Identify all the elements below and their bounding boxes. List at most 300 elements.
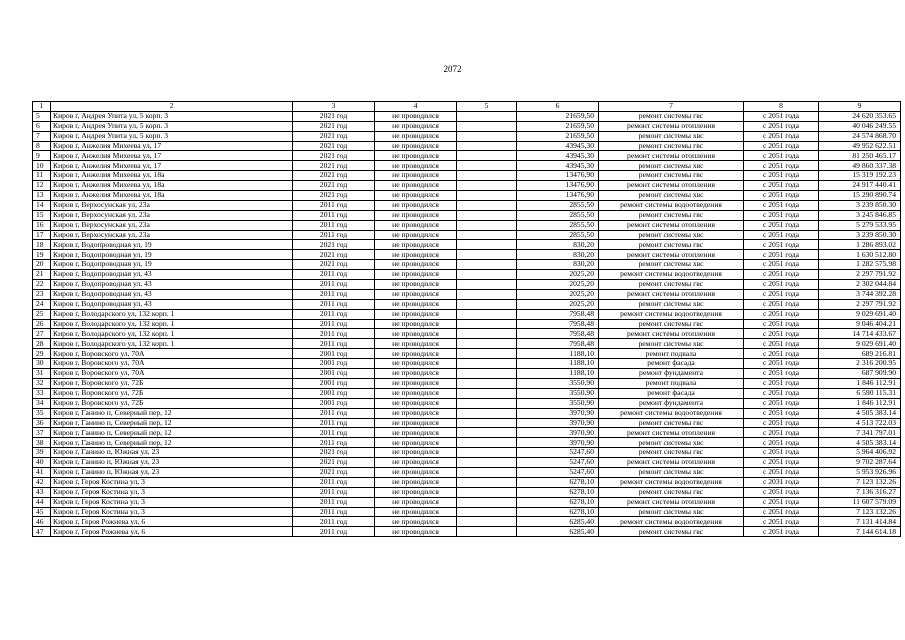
table-cell: 2021 год — [293, 448, 375, 458]
table-cell: Киров г, Воровского ул, 70А — [51, 349, 293, 359]
table-cell: 3550,90 — [517, 388, 599, 398]
table-cell: не проводился — [375, 359, 457, 369]
table-cell: 5 279 533.95 — [819, 220, 901, 230]
table-cell: Киров г, Водопроводная ул, 43 — [51, 280, 293, 290]
table-cell: с 2051 года — [744, 260, 819, 270]
table-cell — [457, 121, 517, 131]
table-cell: 1 286 893.02 — [819, 240, 901, 250]
table-cell: ремонт системы гвс — [599, 171, 744, 181]
table-cell: 7 123 132.26 — [819, 507, 901, 517]
table-cell: 20 — [33, 260, 51, 270]
table-cell: 24 574 868.70 — [819, 131, 901, 141]
table-cell: не проводился — [375, 517, 457, 527]
table-cell: ремонт системы отопления — [599, 250, 744, 260]
table-cell: 36 — [33, 418, 51, 428]
table-row — [33, 438, 901, 448]
table-cell — [457, 438, 517, 448]
table-cell: с 2051 года — [744, 121, 819, 131]
table-cell: с 2051 года — [744, 299, 819, 309]
table-cell: ремонт системы отопления — [599, 220, 744, 230]
column-header: 8 — [744, 102, 819, 112]
table-cell: 17 — [33, 230, 51, 240]
table-cell — [457, 408, 517, 418]
table-cell: 41 — [33, 467, 51, 477]
table-cell: не проводился — [375, 299, 457, 309]
table-cell: с 2051 года — [744, 408, 819, 418]
table-cell: 2011 год — [293, 220, 375, 230]
table-cell: 3970,90 — [517, 438, 599, 448]
table-cell: Киров г, Анжелия Михеева ул, 17 — [51, 161, 293, 171]
table-cell: с 2051 года — [744, 220, 819, 230]
table-cell: 37 — [33, 428, 51, 438]
table-row — [33, 200, 901, 210]
table-cell: ремонт подвала — [599, 349, 744, 359]
table-cell: ремонт системы хвс — [599, 507, 744, 517]
table-cell: 2001 год — [293, 398, 375, 408]
table-cell: 4 505 383.14 — [819, 408, 901, 418]
table-cell: 2011 год — [293, 517, 375, 527]
table-cell — [457, 131, 517, 141]
table-cell: не проводился — [375, 250, 457, 260]
table-row — [33, 477, 901, 487]
table-cell — [457, 141, 517, 151]
table-cell: 11 607 579.09 — [819, 497, 901, 507]
table-cell: Киров г, Водопроводная ул, 19 — [51, 260, 293, 270]
table-cell: с 2051 года — [744, 210, 819, 220]
table-cell: с 2051 года — [744, 171, 819, 181]
table-cell: не проводился — [375, 448, 457, 458]
table-cell: ремонт системы отопления — [599, 121, 744, 131]
table-cell: 2011 год — [293, 210, 375, 220]
table-cell: 3 245 846.85 — [819, 210, 901, 220]
table-cell — [457, 349, 517, 359]
table-cell: 15 319 192.23 — [819, 171, 901, 181]
table-cell: ремонт системы гвс — [599, 527, 744, 537]
table-cell: с 2051 года — [744, 111, 819, 121]
column-header: 3 — [293, 102, 375, 112]
table-cell: Киров г, Анжелия Михеева ул, 18а — [51, 181, 293, 191]
table-cell: ремонт системы хвс — [599, 438, 744, 448]
table-cell: 39 — [33, 448, 51, 458]
table-cell: 2011 год — [293, 319, 375, 329]
table-cell: ремонт системы гвс — [599, 280, 744, 290]
table-cell: с 2051 года — [744, 309, 819, 319]
table-cell: ремонт фасада — [599, 359, 744, 369]
table-cell: Киров г, Героя Костина ул, 3 — [51, 477, 293, 487]
table-cell: с 2051 года — [744, 378, 819, 388]
table-cell: Киров г, Анжелия Михеева ул, 17 — [51, 141, 293, 151]
table-cell: 14 — [33, 200, 51, 210]
table-row — [33, 260, 901, 270]
table-cell: не проводился — [375, 428, 457, 438]
table-cell: ремонт системы гвс — [599, 448, 744, 458]
table-cell: Киров г, Ганино п, Южная ул, 23 — [51, 458, 293, 468]
table-cell: не проводился — [375, 467, 457, 477]
table-cell: 31 — [33, 369, 51, 379]
table-cell: не проводился — [375, 438, 457, 448]
table-cell: с 2051 года — [744, 448, 819, 458]
table-cell: с 2051 года — [744, 418, 819, 428]
table-cell: 2 297 791.92 — [819, 299, 901, 309]
table-cell: 23 — [33, 289, 51, 299]
table-cell: 32 — [33, 378, 51, 388]
table-cell: 2011 год — [293, 200, 375, 210]
table-cell — [457, 299, 517, 309]
table-cell: 2855,50 — [517, 210, 599, 220]
table-cell: 22 — [33, 280, 51, 290]
table-row — [33, 240, 901, 250]
table-cell: Киров г, Воровского ул, 70А — [51, 369, 293, 379]
table-cell — [457, 527, 517, 537]
table-cell: 34 — [33, 398, 51, 408]
table-cell: 2021 год — [293, 151, 375, 161]
table-cell: не проводился — [375, 141, 457, 151]
table-cell: с 2051 года — [744, 339, 819, 349]
table-row — [33, 121, 901, 131]
table-cell: 2855,50 — [517, 200, 599, 210]
table-cell: с 2051 года — [744, 517, 819, 527]
table-cell: Киров г, Верхосунская ул, 23а — [51, 200, 293, 210]
table-cell: ремонт системы гвс — [599, 210, 744, 220]
table-cell: 43945,30 — [517, 161, 599, 171]
table-cell: с 2051 года — [744, 230, 819, 240]
table-cell — [457, 497, 517, 507]
table-cell: не проводился — [375, 319, 457, 329]
table-cell: ремонт системы гвс — [599, 319, 744, 329]
table-cell: 15 290 890.74 — [819, 191, 901, 201]
table-row — [33, 280, 901, 290]
table-cell: 1 846 112.91 — [819, 398, 901, 408]
table-cell: ремонт системы хвс — [599, 467, 744, 477]
table-cell: не проводился — [375, 497, 457, 507]
table-cell: 2021 год — [293, 191, 375, 201]
column-header: 4 — [375, 102, 457, 112]
table-cell: 19 — [33, 250, 51, 260]
table-row — [33, 309, 901, 319]
table-cell — [457, 369, 517, 379]
table-cell: Киров г, Водопроводная ул, 43 — [51, 270, 293, 280]
table-cell: 3550,90 — [517, 398, 599, 408]
table-cell: 689 216.81 — [819, 349, 901, 359]
table-cell: ремонт системы отопления — [599, 428, 744, 438]
table-row — [33, 349, 901, 359]
table-cell: ремонт системы водоотведения — [599, 477, 744, 487]
table-cell: 7958,48 — [517, 339, 599, 349]
table-cell: ремонт системы водоотведения — [599, 270, 744, 280]
table-cell: 2011 год — [293, 477, 375, 487]
table-cell: не проводился — [375, 398, 457, 408]
table-cell: 687 909.90 — [819, 369, 901, 379]
table-cell: ремонт системы отопления — [599, 497, 744, 507]
table-cell — [457, 289, 517, 299]
table-cell: 46 — [33, 517, 51, 527]
table-cell: 43 — [33, 487, 51, 497]
table-cell: 47 — [33, 527, 51, 537]
table-cell: не проводился — [375, 329, 457, 339]
table-cell: не проводился — [375, 230, 457, 240]
table-cell: 4 505 383.14 — [819, 438, 901, 448]
table-cell: Киров г, Володарского ул, 132 корп. 1 — [51, 339, 293, 349]
table-cell: с 2051 года — [744, 200, 819, 210]
table-cell — [457, 230, 517, 240]
table-cell: 40 046 249.55 — [819, 121, 901, 131]
table-cell: 25 — [33, 309, 51, 319]
table-cell: 16 — [33, 220, 51, 230]
table-cell: 6278,10 — [517, 497, 599, 507]
table-cell: ремонт системы водоотведения — [599, 309, 744, 319]
table-cell: 28 — [33, 339, 51, 349]
table-cell: Киров г, Володарского ул, 132 корп. 1 — [51, 309, 293, 319]
table-cell: ремонт фасада — [599, 388, 744, 398]
table-cell: ремонт системы гвс — [599, 141, 744, 151]
table-cell: 29 — [33, 349, 51, 359]
table-cell: 14 714 433.67 — [819, 329, 901, 339]
table-cell: с 2051 года — [744, 428, 819, 438]
table-cell: с 2051 года — [744, 280, 819, 290]
table-cell: ремонт системы отопления — [599, 289, 744, 299]
table-cell: 830,20 — [517, 260, 599, 270]
table-row — [33, 220, 901, 230]
table-cell: не проводился — [375, 220, 457, 230]
table-cell: ремонт системы гвс — [599, 487, 744, 497]
table-cell: с 2051 года — [744, 151, 819, 161]
table-cell: 2001 год — [293, 378, 375, 388]
table-cell: 5247,60 — [517, 458, 599, 468]
table-row — [33, 151, 901, 161]
table-cell: не проводился — [375, 111, 457, 121]
table-cell: 7958,48 — [517, 329, 599, 339]
table-row — [33, 507, 901, 517]
table-cell: 2011 год — [293, 408, 375, 418]
table-cell: 33 — [33, 388, 51, 398]
table-cell: не проводился — [375, 418, 457, 428]
table-row — [33, 250, 901, 260]
table-cell — [457, 378, 517, 388]
table-cell: 2025,20 — [517, 299, 599, 309]
table-cell: 10 — [33, 161, 51, 171]
table-cell: Киров г, Героя Костина ул, 3 — [51, 507, 293, 517]
table-cell: 2025,20 — [517, 270, 599, 280]
table-row — [33, 487, 901, 497]
table-cell: 24 620 353.65 — [819, 111, 901, 121]
table-cell: 5 964 406.92 — [819, 448, 901, 458]
table-cell: Киров г, Героя Костина ул, 3 — [51, 497, 293, 507]
table-cell: 40 — [33, 458, 51, 468]
table-cell: 81 250 465.17 — [819, 151, 901, 161]
table-cell: 42 — [33, 477, 51, 487]
table-cell: 2021 год — [293, 458, 375, 468]
table-row — [33, 418, 901, 428]
table-cell: 2021 год — [293, 250, 375, 260]
table-cell: Киров г, Героя Рожнева ул, 6 — [51, 517, 293, 527]
table-cell — [457, 280, 517, 290]
table-cell — [457, 260, 517, 270]
table-cell — [457, 339, 517, 349]
column-header: 5 — [457, 102, 517, 112]
table-cell: 5 953 926.96 — [819, 467, 901, 477]
table-cell: 4 513 722.03 — [819, 418, 901, 428]
table-cell: 6285,40 — [517, 517, 599, 527]
table-cell: не проводился — [375, 339, 457, 349]
table-cell: 2025,20 — [517, 289, 599, 299]
table-cell: не проводился — [375, 191, 457, 201]
table-cell: Киров г, Воровского ул, 72Б — [51, 388, 293, 398]
table-cell: не проводился — [375, 121, 457, 131]
table-cell: 2011 год — [293, 339, 375, 349]
table-cell: с 2051 года — [744, 398, 819, 408]
table-row — [33, 191, 901, 201]
table-row — [33, 398, 901, 408]
table-cell: 2011 год — [293, 309, 375, 319]
table-cell: с 2051 года — [744, 270, 819, 280]
table-cell — [457, 467, 517, 477]
table-cell: не проводился — [375, 289, 457, 299]
table-cell: с 2051 года — [744, 319, 819, 329]
table-row — [33, 408, 901, 418]
table-cell: 9 029 691.40 — [819, 309, 901, 319]
table-cell: с 2051 года — [744, 388, 819, 398]
table-cell: 2021 год — [293, 131, 375, 141]
table-cell — [457, 477, 517, 487]
table-cell: 2 297 791.92 — [819, 270, 901, 280]
table-cell: 44 — [33, 497, 51, 507]
table-cell: 2021 год — [293, 141, 375, 151]
table-cell: 6 — [33, 121, 51, 131]
table-cell: не проводился — [375, 388, 457, 398]
table-cell: 3 744 392.28 — [819, 289, 901, 299]
table-cell: ремонт системы гвс — [599, 111, 744, 121]
table-cell: 6278,10 — [517, 477, 599, 487]
table-cell: 7 131 414.84 — [819, 517, 901, 527]
table-cell: 45 — [33, 507, 51, 517]
table-row — [33, 527, 901, 537]
table-cell: с 2051 года — [744, 250, 819, 260]
table-row — [33, 428, 901, 438]
table-cell: Киров г, Воровского ул, 70А — [51, 359, 293, 369]
table-cell: 5 — [33, 111, 51, 121]
table-cell: 1 630 512.80 — [819, 250, 901, 260]
table-row — [33, 171, 901, 181]
table-cell: 21659,50 — [517, 111, 599, 121]
table-cell: 2001 год — [293, 359, 375, 369]
table-cell: 2001 год — [293, 388, 375, 398]
table-cell: с 2051 года — [744, 349, 819, 359]
table-cell: 2021 год — [293, 467, 375, 477]
table-cell: не проводился — [375, 260, 457, 270]
table-cell: не проводился — [375, 487, 457, 497]
table-cell: 2011 год — [293, 507, 375, 517]
table-cell: не проводился — [375, 309, 457, 319]
table-cell: 30 — [33, 359, 51, 369]
table-cell: 3550,90 — [517, 378, 599, 388]
table-cell: 7958,48 — [517, 309, 599, 319]
table-cell: 15 — [33, 210, 51, 220]
table-cell: 6278,10 — [517, 507, 599, 517]
table-cell: 43945,30 — [517, 141, 599, 151]
table-cell: 3 239 850.30 — [819, 200, 901, 210]
table-cell: 2011 год — [293, 418, 375, 428]
table-cell: 13476,90 — [517, 181, 599, 191]
table-cell: Киров г, Ганино п, Южная ул, 23 — [51, 467, 293, 477]
table-cell: Киров г, Верхосунская ул, 23а — [51, 230, 293, 240]
table-cell: не проводился — [375, 240, 457, 250]
table-cell — [457, 319, 517, 329]
table-cell: Киров г, Ганино п, Северный пер, 12 — [51, 408, 293, 418]
table-cell: 3970,90 — [517, 418, 599, 428]
table-cell: Киров г, Водопроводная ул, 19 — [51, 240, 293, 250]
table-cell: 2011 год — [293, 289, 375, 299]
table-row — [33, 230, 901, 240]
table-cell — [457, 448, 517, 458]
table-cell: не проводился — [375, 408, 457, 418]
table-cell: ремонт подвала — [599, 378, 744, 388]
table-cell: 21659,50 — [517, 121, 599, 131]
table-row — [33, 458, 901, 468]
table-row — [33, 270, 901, 280]
table-cell: 13476,90 — [517, 191, 599, 201]
table-cell: 49 952 622.51 — [819, 141, 901, 151]
table-cell: не проводился — [375, 181, 457, 191]
table-cell: 9 029 691.40 — [819, 339, 901, 349]
table-cell: 2855,50 — [517, 230, 599, 240]
table-cell: ремонт фундамента — [599, 398, 744, 408]
table-row — [33, 378, 901, 388]
table-cell: Киров г, Ганино п, Северный пер, 12 — [51, 428, 293, 438]
table-cell: 2011 год — [293, 487, 375, 497]
table-row — [33, 289, 901, 299]
table-cell: 2001 год — [293, 369, 375, 379]
table-cell: с 2051 года — [744, 467, 819, 477]
table-cell: не проводился — [375, 458, 457, 468]
table-cell: с 2051 года — [744, 161, 819, 171]
table-cell: 2011 год — [293, 428, 375, 438]
table-cell: 2855,50 — [517, 220, 599, 230]
table-cell: не проводился — [375, 369, 457, 379]
table-cell: с 2031 года — [744, 477, 819, 487]
table-cell — [457, 309, 517, 319]
capital-repair-table — [32, 101, 901, 537]
table-cell: 27 — [33, 329, 51, 339]
table-cell: 26 — [33, 319, 51, 329]
table-cell: 830,20 — [517, 250, 599, 260]
table-cell: 1 846 112.91 — [819, 378, 901, 388]
table-cell: с 2051 года — [744, 527, 819, 537]
table-cell — [457, 517, 517, 527]
table-cell: с 2051 года — [744, 181, 819, 191]
table-cell: 6 590 115.31 — [819, 388, 901, 398]
table-cell: с 2051 года — [744, 497, 819, 507]
table-row — [33, 111, 901, 121]
table-cell: ремонт системы хвс — [599, 131, 744, 141]
table-cell: с 2051 года — [744, 487, 819, 497]
table-cell: 1 282 575.98 — [819, 260, 901, 270]
table-cell: Киров г, Володарского ул, 132 корп. 1 — [51, 329, 293, 339]
column-header: 6 — [517, 102, 599, 112]
table-cell: 9 702 287.64 — [819, 458, 901, 468]
table-cell: Киров г, Верхосунская ул, 23а — [51, 220, 293, 230]
table-cell — [457, 359, 517, 369]
table-row — [33, 369, 901, 379]
table-cell: с 2051 года — [744, 289, 819, 299]
table-cell: 18 — [33, 240, 51, 250]
table-cell: ремонт системы хвс — [599, 161, 744, 171]
table-cell: не проводился — [375, 477, 457, 487]
table-cell: 2021 год — [293, 260, 375, 270]
table-row — [33, 319, 901, 329]
table-cell — [457, 458, 517, 468]
table-cell: ремонт системы хвс — [599, 339, 744, 349]
table-cell: Киров г, Героя Рожнева ул, 6 — [51, 527, 293, 537]
